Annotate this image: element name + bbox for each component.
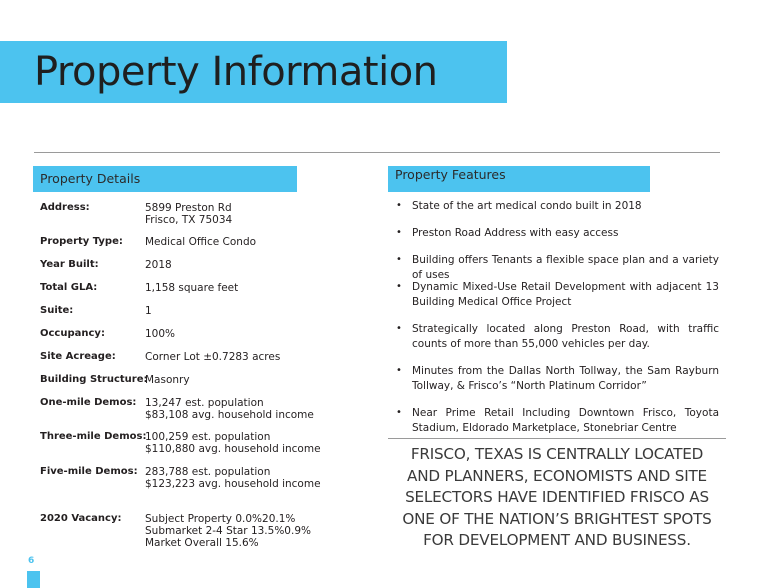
detail-label: Year Built:	[40, 259, 99, 270]
bullet-icon: •	[396, 323, 402, 334]
bullet-icon: •	[396, 254, 402, 265]
detail-value-line: 283,788 est. population	[145, 466, 271, 478]
feature-text: Strategically located along Preston Road, with traffic counts of more than 55,000 vehicles per day.	[412, 323, 719, 350]
feature-text: Building offers Tenants a flexible space plan and a variety of uses	[412, 254, 719, 281]
detail-label: Total GLA:	[40, 282, 98, 293]
detail-value-line: Frisco, TX 75034	[145, 214, 233, 226]
detail-value-line: 13,247 est. population	[145, 397, 264, 409]
detail-value-line: Medical Office Condo	[145, 236, 257, 248]
detail-value	[145, 513, 311, 549]
bullet-icon: •	[396, 200, 402, 211]
feature-item	[396, 199, 719, 214]
detail-label: Property Type:	[40, 236, 123, 247]
detail-value-line: $110,880 avg. household income	[145, 443, 321, 455]
detail-label: Suite:	[40, 305, 74, 316]
detail-value-line: Corner Lot ±0.7283 acres	[145, 351, 281, 363]
detail-value	[145, 351, 280, 363]
detail-label: Site Acreage:	[40, 351, 116, 362]
detail-value	[145, 328, 175, 340]
callout-line: ONE OF THE NATION’S BRIGHTEST SPOTS	[402, 509, 712, 528]
property-details-header: Property Details	[33, 166, 297, 192]
frisco-callout	[392, 444, 722, 552]
detail-value	[145, 374, 190, 386]
detail-label: 2020 Vacancy:	[40, 513, 122, 524]
detail-value-line: Masonry	[145, 374, 190, 386]
detail-value-line: Submarket 2-4 Star 13.5%0.9%	[145, 525, 311, 537]
feature-text: Near Prime Retail Including Downtown Frisco, Toyota Stadium, Eldorado Marketplace, Stonebriar Centre	[412, 407, 719, 434]
divider-callout	[388, 438, 726, 439]
detail-label: One-mile Demos:	[40, 397, 137, 408]
feature-item	[396, 280, 719, 309]
detail-value	[145, 431, 321, 455]
divider-top	[34, 152, 720, 153]
feature-item	[396, 364, 719, 393]
page-tab-marker	[27, 571, 40, 588]
feature-item	[396, 253, 719, 282]
detail-label: Address:	[40, 202, 90, 213]
detail-label: Three-mile Demos:	[40, 431, 147, 442]
bullet-icon: •	[396, 281, 402, 292]
detail-label: Five-mile Demos:	[40, 466, 138, 477]
callout-line: SELECTORS HAVE IDENTIFIED FRISCO AS	[405, 488, 709, 506]
detail-label: Building Structure:	[40, 374, 148, 385]
detail-value-line: Subject Property 0.0%20.1%	[145, 513, 296, 525]
page-number: 6	[28, 556, 35, 566]
detail-value-line: Market Overall 15.6%	[145, 537, 259, 549]
detail-value-line: 2018	[145, 259, 172, 271]
callout-line: FOR DEVELOPMENT AND BUSINESS.	[423, 531, 691, 549]
page-title: Property Information	[34, 49, 438, 95]
detail-value-line: 1	[145, 305, 152, 317]
feature-text: State of the art medical condo built in 2018	[412, 200, 642, 212]
detail-value-line: 1,158 square feet	[145, 282, 239, 294]
detail-value	[145, 282, 238, 294]
detail-value	[145, 466, 321, 490]
detail-value	[145, 305, 152, 317]
feature-text: Preston Road Address with easy access	[412, 227, 619, 239]
detail-value-line: $83,108 avg. household income	[145, 409, 314, 421]
detail-label: Occupancy:	[40, 328, 105, 339]
detail-value	[145, 202, 232, 226]
bullet-icon: •	[396, 227, 402, 238]
detail-value	[145, 259, 172, 271]
property-features-header: Property Features	[388, 166, 650, 192]
callout-line: FRISCO, TEXAS IS CENTRALLY LOCATED	[410, 445, 704, 463]
feature-item	[396, 226, 719, 241]
bullet-icon: •	[396, 407, 402, 418]
bullet-icon: •	[396, 365, 402, 376]
feature-item	[396, 322, 719, 351]
feature-item	[396, 406, 719, 435]
detail-value	[145, 397, 314, 421]
detail-value-line: 100,259 est. population	[145, 431, 271, 443]
feature-text: Minutes from the Dallas North Tollway, the Sam Rayburn Tollway, & Frisco’s “North Platinum Corridor”	[412, 365, 719, 392]
detail-value-line: 5899 Preston Rd	[145, 202, 232, 214]
detail-value-line: 100%	[145, 328, 176, 340]
detail-value	[145, 236, 256, 248]
feature-text: Dynamic Mixed-Use Retail Development with adjacent 13 Building Medical Office Project	[412, 281, 719, 308]
detail-value-line: $123,223 avg. household income	[145, 478, 321, 490]
callout-line: AND PLANNERS, ECONOMISTS AND SITE	[407, 466, 707, 485]
